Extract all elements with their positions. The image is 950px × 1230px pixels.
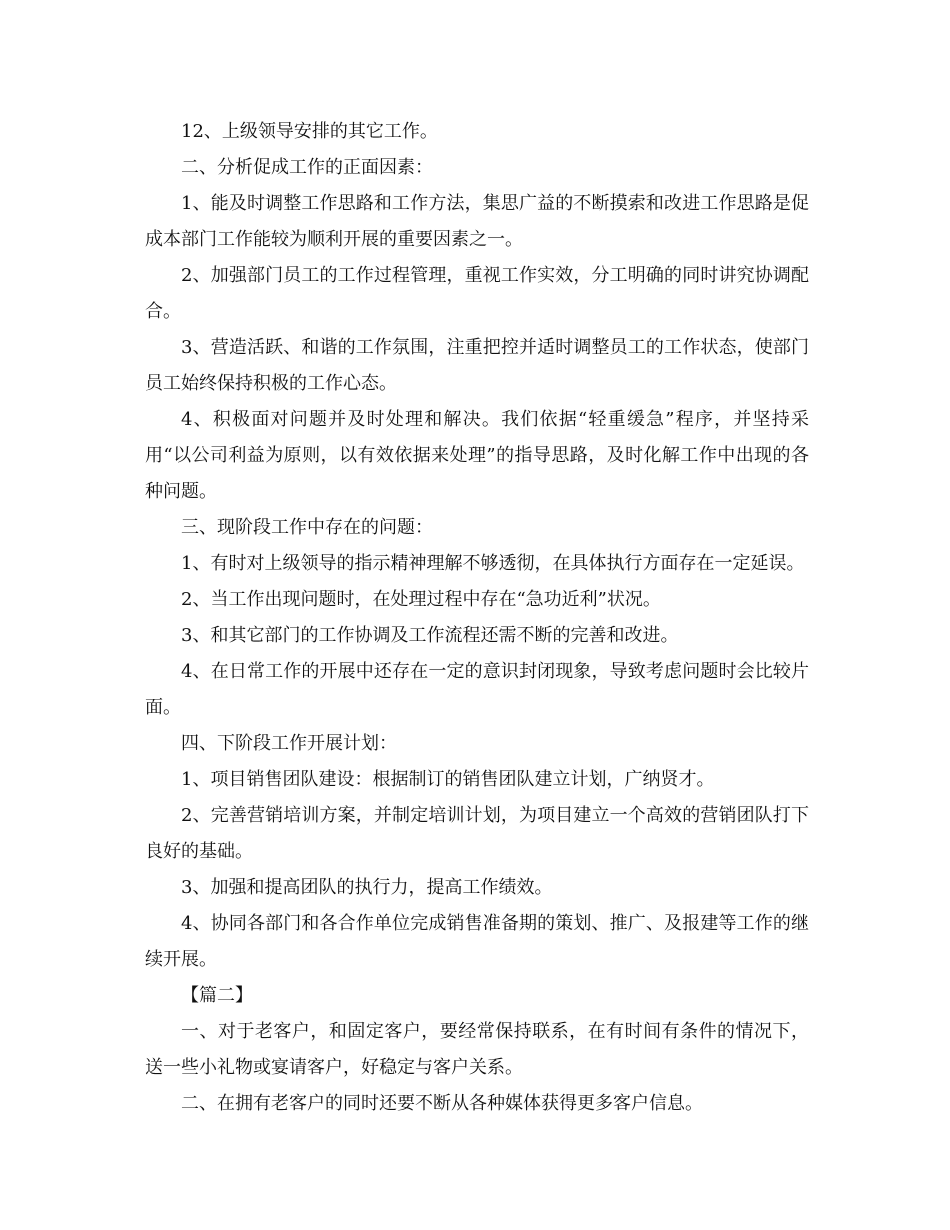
paragraph: 1、项目销售团队建设：根据制订的销售团队建立计划，广纳贤才。: [181, 769, 715, 790]
paragraph: 2、完善营销培训方案，并制定培训计划，为项目建立一个高效的营销团队打下良好的基础。: [145, 805, 809, 862]
paragraph: 4、协同各部门和各合作单位完成销售准备期的策划、推广、及报建等工作的继续开展。: [145, 913, 809, 970]
paragraph: 二、在拥有老客户的同时还要不断从各种媒体获得更多客户信息。: [181, 1093, 703, 1114]
paragraph: 3、加强和提高团队的执行力，提高工作绩效。: [181, 877, 553, 898]
part-heading: 【篇二】: [181, 985, 253, 1006]
section-heading: 三、现阶段工作中存在的问题：: [181, 517, 433, 538]
paragraph: 1、能及时调整工作思路和工作方法，集思广益的不断摸索和改进工作思路是促成本部门工作能较为顺利开展的重要因素之一。: [145, 193, 809, 250]
section-heading: 二、分析促成工作的正面因素：: [181, 157, 433, 178]
document-body: [145, 114, 809, 1122]
paragraph: 2、当工作出现问题时，在处理过程中存在“急功近利”状况。: [181, 589, 661, 610]
paragraph: 3、和其它部门的工作协调及工作流程还需不断的完善和改进。: [181, 625, 679, 646]
paragraph: 4、在日常工作的开展中还存在一定的意识封闭现象，导致考虑问题时会比较片面。: [145, 661, 809, 718]
section-heading: 四、下阶段工作开展计划：: [181, 733, 397, 754]
paragraph: 4、积极面对问题并及时处理和解决。我们依据“轻重缓急”程序，并坚持采用“以公司利益为原则，以有效依据来处理”的指导思路，及时化解工作中出现的各种问题。: [145, 409, 809, 502]
paragraph: 12、上级领导安排的其它工作。: [181, 121, 438, 142]
paragraph: 一、对于老客户，和固定客户，要经常保持联系，在有时间有条件的情况下，送一些小礼物或宴请客户，好稳定与客户关系。: [145, 1021, 809, 1078]
paragraph: 1、有时对上级领导的指示精神理解不够透彻，在具体执行方面存在一定延误。: [181, 553, 805, 574]
paragraph: 2、加强部门员工的工作过程管理，重视工作实效，分工明确的同时讲究协调配合。: [145, 265, 809, 322]
paragraph: 3、营造活跃、和谐的工作氛围，注重把控并适时调整员工的工作状态，使部门员工始终保持积极的工作心态。: [145, 337, 809, 394]
